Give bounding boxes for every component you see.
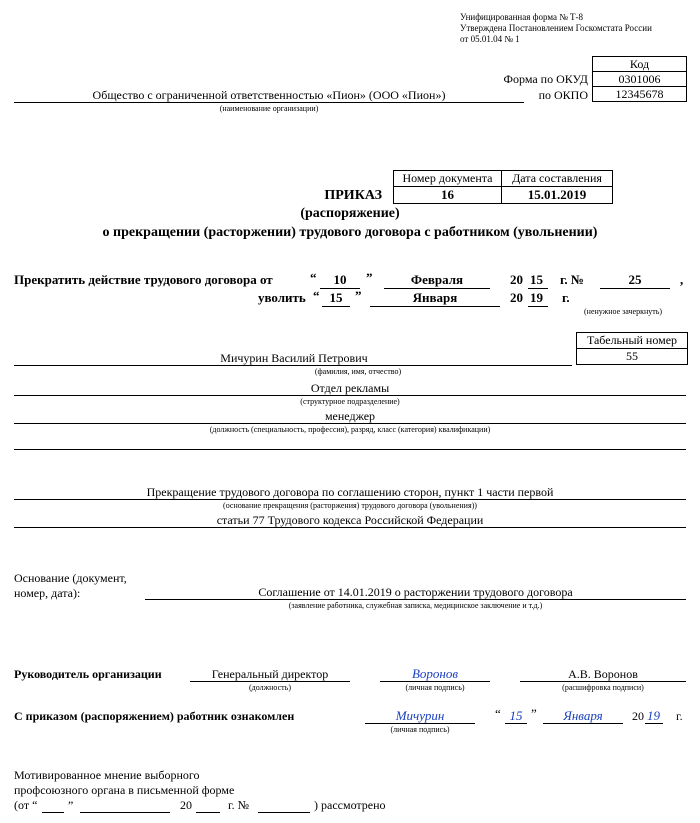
head-label: Руководитель организации [14,667,162,681]
dismiss-quote-close: ” [355,288,362,303]
organization-underline [14,102,524,103]
form-header-line2: Утверждена Постановлением Госкомстата России [460,23,652,33]
union-number-line [258,812,310,813]
dismiss-day: 15 [329,290,343,305]
terminate-month: Февраля [410,272,464,287]
union-day-line [42,812,64,813]
employee-position-caption: (должность (специальность, профессия), разряд, класс (категория) квалификации) [209,425,491,434]
acquaint-signature-caption: (личная подпись) [390,725,450,734]
acquaint-day-line [505,723,527,724]
doc-number-value: 16 [441,187,454,202]
head-signature: Воронов [411,666,459,681]
grounds-caption: (основание прекращения (расторжения) трудового договора (увольнения)) [223,501,477,510]
doc-number-value-cell [393,186,502,204]
doc-date-value: 15.01.2019 [527,187,587,202]
terminate-label: Прекратить действие трудового договора от [14,272,273,287]
doc-number-header: Номер документа [402,171,493,185]
okpo-value-cell [592,86,687,102]
grounds-line2-underline [14,527,686,528]
acquaint-month-line [543,723,623,724]
union-line1: Мотивированное мнение выборного [14,768,200,782]
dismiss-quote-open: “ [313,288,320,303]
union-line3-number-label: г. № [228,798,250,812]
terminate-year-prefix: 20 [510,272,523,287]
okud-value: 0301006 [618,72,661,86]
form-header-line1: Унифицированная форма № Т-8 [460,12,584,22]
employee-department: Отдел рекламы [310,381,390,395]
order-title: ПРИКАЗ [324,188,382,203]
dismiss-label: уволить [258,290,306,305]
dismiss-year-prefix: 20 [510,290,523,305]
basis-underline [145,599,686,600]
terminate-quote-open: “ [310,270,317,285]
employee-department-caption: (структурное подразделение) [300,397,400,406]
order-subtitle: (распоряжение) [300,206,400,221]
terminate-number-label: г. № [560,272,585,287]
doc-date-header: Дата составления [512,171,602,185]
terminate-year-line [528,288,548,289]
okpo-value: 12345678 [615,87,664,101]
head-position-caption: (должность) [249,683,291,692]
grounds-line2: статьи 77 Трудового кодекса Российской Федерации [216,513,484,527]
employee-extra-line [14,449,686,450]
doc-date-header-cell [501,170,613,187]
tab-number-header: Табельный номер [586,333,678,347]
organization-name: Общество с ограниченной ответственностью «Пион» (ООО «Пион») [92,88,446,102]
employee-position: менеджер [324,409,376,423]
terminate-day: 10 [333,272,347,287]
union-line3-year: 20 [180,798,192,812]
employee-department-line [14,395,686,396]
terminate-day-line [320,288,360,289]
doc-number-header-cell [393,170,502,187]
acquaint-day: 15 [509,708,523,723]
union-line3-end: ) рассмотрено [314,798,386,812]
head-decoding-line [520,681,686,682]
union-line2: профсоюзного органа в письменной форме [14,783,235,797]
terminate-number: 25 [628,272,642,287]
grounds-line1: Прекращение трудового договора по соглашению сторон, пункт 1 части первой [146,485,554,499]
terminate-number-line [600,288,670,289]
strike-note: (ненужное зачеркнуть) [584,307,663,316]
employee-fio: Мичурин Василий Петрович [220,351,368,365]
tab-number-value: 55 [626,349,638,363]
acquaint-signature: Мичурин [395,708,445,723]
dismiss-year-line [528,306,548,307]
form-header-line3: от 05.01.04 № 1 [460,34,520,44]
tab-number-header-cell [576,332,688,349]
terminate-month-line [384,288,490,289]
order-heading: о прекращении (расторжении) трудового договора с работником (увольнении) [102,225,598,240]
dismiss-month-line [370,306,500,307]
acquaint-quote-close: ” [531,706,537,721]
dismiss-g: г. [562,290,570,305]
basis-value: Соглашение от 14.01.2019 о расторжении трудового договора [258,585,573,599]
acquaint-year-prefix: 20 [632,709,644,723]
okud-label: Форма по ОКУД [503,72,588,86]
union-year-line [196,812,220,813]
head-position-line [190,681,350,682]
basis-label-line1: Основание (документ, [14,571,127,585]
terminate-quote-close: ” [366,270,373,285]
acquaint-label: С приказом (распоряжением) работник ознакомлен [14,709,295,723]
head-signature-caption: (личная подпись) [405,683,465,692]
grounds-line1-underline [14,499,686,500]
okpo-label: по ОКПО [538,88,588,102]
head-decoding-caption: (расшифровка подписи) [562,683,644,692]
union-line3-quote-close: ” [68,798,74,812]
head-signature-line [380,681,490,682]
okud-value-cell [592,71,687,87]
acquaint-year-suffix: 19 [647,708,660,723]
dismiss-day-line [322,306,350,307]
code-header-cell [592,56,687,72]
acquaint-quote-open: “ [495,706,501,721]
doc-date-value-cell [501,186,613,204]
employee-fio-line [14,365,572,366]
union-month-line [80,812,170,813]
organization-caption: (наименование организации) [219,104,319,113]
terminate-year-suffix: 15 [530,272,543,287]
union-line3-open: (от “ [14,798,38,812]
head-decoding: А.В. Воронов [568,667,638,681]
acquaint-year-line [645,723,663,724]
acquaint-g: г. [676,709,683,723]
employee-position-line [14,423,686,424]
acquaint-signature-line [365,723,475,724]
basis-label-line2: номер, дата): [14,586,81,600]
basis-caption: (заявление работника, служебная записка, медицинское заключение и т.д.) [288,601,543,610]
terminate-comma: , [680,272,684,287]
dismiss-month: Января [412,290,458,305]
tab-number-value-cell [576,348,688,365]
code-header-label: Код [629,57,650,71]
employee-fio-caption: (фамилия, имя, отчество) [314,367,402,376]
head-position: Генеральный директор [211,667,329,681]
acquaint-month: Января [563,708,603,723]
dismiss-year-suffix: 19 [530,290,543,305]
